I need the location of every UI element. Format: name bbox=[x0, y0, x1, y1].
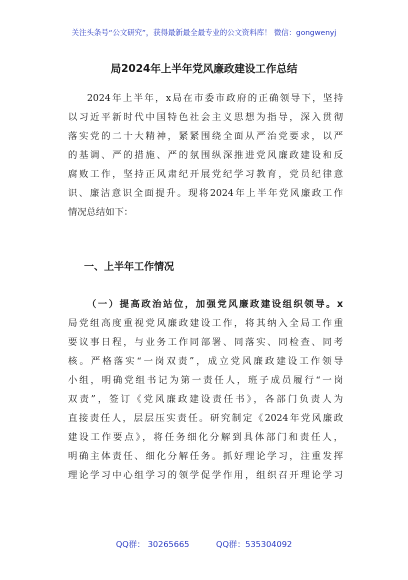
subsection-line: 明确主体责任、细化分解任务。抓好理论学习，注重发挥 bbox=[68, 451, 343, 462]
subsection-heading-tail: x bbox=[337, 299, 343, 310]
subsection-line: 局党组高度重视党风廉政建设工作，将其纳入全局工作重 bbox=[68, 318, 343, 329]
footer-qq-group-2: QQ群：535304092 bbox=[216, 539, 293, 549]
document-title: 局2024年上半年党风廉政建设工作总结 bbox=[110, 63, 298, 75]
intro-line: 腐败工作，坚持正风肃纪开展党纪学习教育，党员纪律意 bbox=[68, 169, 343, 180]
subsection-line: 双责”，签订《党风廉政建设责任书》，各部门负责人为 bbox=[68, 394, 343, 405]
subsection-line: 小组，明确党组书记为第一责任人，班子成员履行“一岗 bbox=[68, 375, 343, 386]
subsection-heading: （一）提高政治站位，加强党风廉政建设组织领导。 bbox=[87, 299, 337, 310]
section-heading: 一、上半年工作情况 bbox=[84, 262, 174, 273]
subsection-paragraph bbox=[68, 295, 343, 485]
intro-line: 2024年上半年，x局在市委市政府的正确领导下，坚持 bbox=[87, 93, 343, 104]
subsection-heading-line bbox=[68, 295, 343, 314]
subsection-line: 核。严格落实“一岗双责”，成立党风廉政建设工作领导 bbox=[68, 356, 343, 367]
intro-paragraph bbox=[68, 89, 343, 222]
subsection-line: 直接责任人，层层压实责任。研究制定《2024年党风廉政 bbox=[68, 413, 343, 424]
intro-line: 的基调、严的措施、严的氛围纵深推进党风廉政建设和反 bbox=[68, 150, 343, 161]
subsection-line: 建设工作要点》，将任务细化分解到具体部门和责任人， bbox=[68, 432, 343, 443]
subsection-line: 理论学习中心组学习的领学促学作用，组织召开理论学习 bbox=[68, 470, 343, 481]
subsection-line: 要议事日程，与业务工作同部署、同落实、同检查、同考 bbox=[68, 337, 343, 348]
footer-qq-group-1: QQ群： 30265665 bbox=[115, 539, 190, 549]
intro-line: 落实党的二十大精神，紧紧围绕全面从严治党要求，以严 bbox=[68, 131, 343, 142]
intro-line: 识、廉洁意识全面提升。现将2024年上半年党风廉政工作 bbox=[68, 188, 343, 199]
intro-line: 以习近平新时代中国特色社会主义思想为指导，深入贯彻 bbox=[68, 112, 343, 123]
intro-line: 情况总结如下： bbox=[68, 207, 134, 218]
footer bbox=[0, 539, 408, 550]
header-banner: 关注头条号“公文研究”，获得最新最全最专业的公文资料库！ 微信：gongwenyj bbox=[71, 28, 337, 37]
